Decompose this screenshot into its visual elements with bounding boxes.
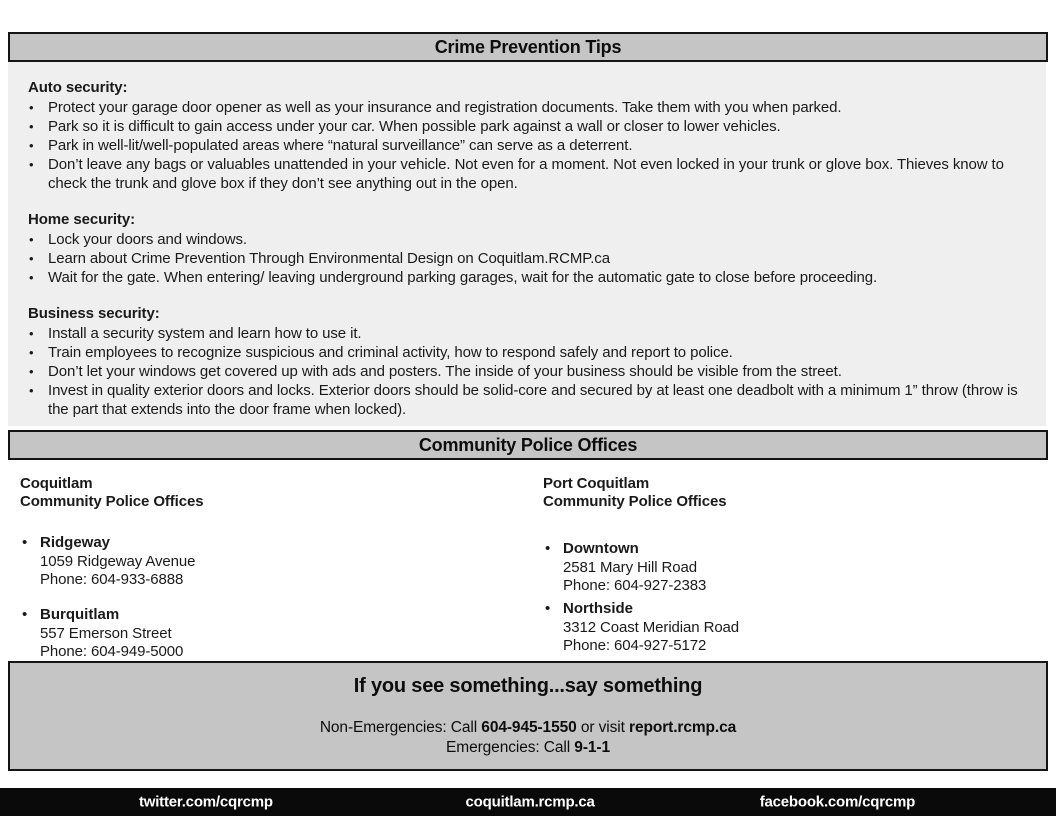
crime-tips-header-bar xyxy=(8,32,1048,62)
website-link[interactable]: coquitlam.rcmp.ca xyxy=(465,793,595,811)
office-address: 2581 Mary Hill Road xyxy=(563,559,697,576)
community-offices-header-bar xyxy=(8,430,1048,460)
office-phone: Phone: 604-933-6888 xyxy=(40,570,184,588)
office-address: 3312 Coast Meridian Road xyxy=(563,619,740,636)
office-name: • Ridgeway xyxy=(40,534,111,551)
business-security-list xyxy=(28,324,1022,419)
column-heading-city: Port Coquitlam xyxy=(543,475,650,492)
office-name: • Burquitlam xyxy=(40,606,120,623)
coquitlam-column-heading xyxy=(20,475,543,511)
tip-item: • Park in well-lit/well-populated areas where “natural surveillance” can serve as a deterrent. xyxy=(28,136,1022,155)
tip-item: • Lock your doors and windows. xyxy=(28,230,1022,249)
coquitlam-offices-column xyxy=(20,475,543,661)
coquitlam-office-list xyxy=(20,534,543,660)
office-entry-northside xyxy=(543,600,1036,654)
business-security-section xyxy=(28,304,1022,419)
office-name: • Northside xyxy=(563,600,634,617)
column-heading-subtitle: Community Police Offices xyxy=(543,493,727,510)
office-entry-burquitlam xyxy=(20,606,543,660)
home-security-heading: Home security: xyxy=(28,211,135,228)
non-emergency-line xyxy=(10,718,1046,738)
crime-tips-content xyxy=(8,62,1046,426)
office-entry-downtown xyxy=(543,540,1036,594)
non-emergency-phone: 604-945-1550 xyxy=(481,719,577,736)
tip-item: • Invest in quality exterior doors and locks. Exterior doors should be solid-core and secured by at least one deadbolt with a minimum 1” throw (throw is the part that extends into the door frame when locked). xyxy=(28,381,1022,419)
column-heading-city: Coquitlam xyxy=(20,475,93,492)
home-security-section xyxy=(28,210,1022,287)
office-phone: Phone: 604-927-2383 xyxy=(563,576,707,594)
see-something-box xyxy=(8,661,1048,771)
non-emergency-prefix: Non-Emergencies: Call xyxy=(319,719,482,736)
auto-security-list xyxy=(28,98,1022,193)
emergency-prefix: Emergencies: Call xyxy=(446,739,575,756)
tip-item: • Train employees to recognize suspicious and criminal activity, how to respond safely and report to police. xyxy=(28,343,1022,362)
port-coquitlam-column-heading xyxy=(543,475,1036,511)
crime-tips-title: Crime Prevention Tips xyxy=(434,37,622,57)
twitter-link[interactable]: twitter.com/cqrcmp xyxy=(138,793,273,811)
office-name: • Downtown xyxy=(563,540,639,557)
emergency-line xyxy=(10,738,1046,758)
business-security-heading: Business security: xyxy=(28,305,160,322)
tip-item: • Don’t leave any bags or valuables unattended in your vehicle. Not even for a moment. Not even locked in your trunk or glove box. Thieves know to check the trunk and glove box if they don’t see anything out in the open. xyxy=(28,155,1022,193)
home-security-list xyxy=(28,230,1022,287)
offices-section xyxy=(0,460,1056,661)
port-coquitlam-offices-column xyxy=(543,475,1036,661)
office-phone: Phone: 604-949-5000 xyxy=(40,642,184,660)
tip-item: • Learn about Crime Prevention Through Environmental Design on Coquitlam.RCMP.ca xyxy=(28,249,1022,268)
office-phone: Phone: 604-927-5172 xyxy=(563,636,707,654)
footer-bar xyxy=(0,788,1056,816)
tip-item: • Install a security system and learn how to use it. xyxy=(28,324,1022,343)
facebook-link[interactable]: facebook.com/cqrcmp xyxy=(759,793,916,811)
column-heading-subtitle: Community Police Offices xyxy=(20,493,204,510)
tip-item: • Protect your garage door opener as well as your insurance and registration documents. Take them with you when parked. xyxy=(28,98,1022,117)
tip-item: • Park so it is difficult to gain access under your car. When possible park against a wall or closer to lower vehicles. xyxy=(28,117,1022,136)
non-emergency-middle: or visit xyxy=(576,719,630,736)
community-offices-title: Community Police Offices xyxy=(418,435,638,455)
office-entry-ridgeway xyxy=(20,534,543,588)
port-coquitlam-office-list xyxy=(543,540,1036,654)
office-address: 1059 Ridgeway Avenue xyxy=(40,553,196,570)
non-emergency-site: report.rcmp.ca xyxy=(629,719,737,736)
auto-security-section xyxy=(28,78,1022,193)
emergency-number: 9-1-1 xyxy=(574,739,610,756)
tip-item: • Don’t let your windows get covered up with ads and posters. The inside of your business should be visible from the street. xyxy=(28,362,1022,381)
office-address: 557 Emerson Street xyxy=(40,625,172,642)
tip-item: • Wait for the gate. When entering/ leaving underground parking garages, wait for the automatic gate to close before proceeding. xyxy=(28,268,1022,287)
auto-security-heading: Auto security: xyxy=(28,79,128,96)
see-something-title: If you see something...say something xyxy=(353,675,703,697)
